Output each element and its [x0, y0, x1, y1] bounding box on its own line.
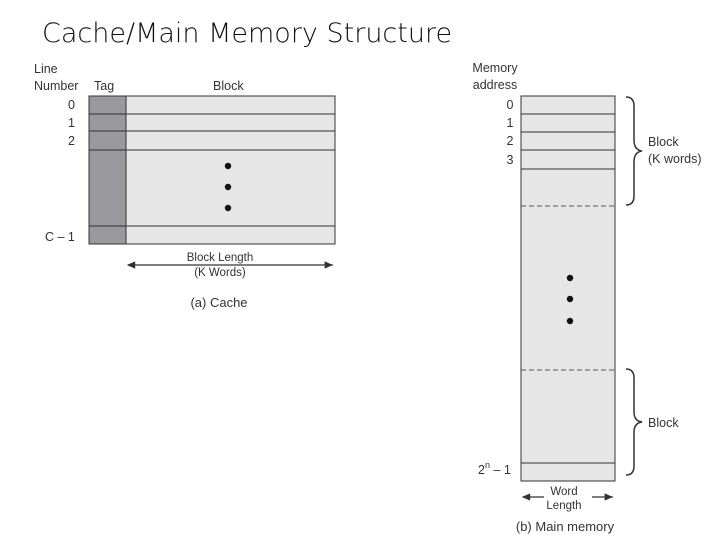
brace1-label-1: Block: [648, 135, 679, 149]
line-label-last: C – 1: [45, 230, 75, 244]
address-label-0: 0: [506, 98, 514, 112]
address-label-1: 1: [506, 116, 514, 130]
word-length-label-1: Word: [550, 486, 578, 498]
block-brace-icon: [626, 97, 642, 205]
page-title: Cache/Main Memory Structure: [42, 18, 453, 49]
line-label-0: 0: [68, 98, 75, 112]
cache-diagram: [34, 62, 335, 310]
address-last-exponent: n: [484, 460, 490, 470]
address-last-suffix: – 1: [489, 463, 511, 477]
address-label-3: 3: [506, 153, 514, 167]
brace2-label: Block: [648, 416, 679, 430]
memory-column: [521, 96, 615, 481]
brace1-label-2: (K words): [648, 152, 702, 166]
tag-column: [89, 96, 126, 244]
address-last-base: 2: [478, 463, 485, 477]
block-brace-icon: [626, 369, 642, 475]
address-label-last: [478, 460, 511, 477]
memory-address-header-1: Memory: [472, 61, 518, 75]
main-memory-diagram: [472, 61, 701, 534]
ellipsis-dot: [567, 318, 573, 324]
block-length-label-1: Block Length: [186, 252, 254, 264]
ellipsis-dot: [567, 275, 573, 281]
block-header: Block: [213, 79, 244, 93]
ellipsis-dot: [225, 205, 231, 211]
cache-caption: (a) Cache: [190, 295, 248, 310]
block-column: [126, 96, 335, 244]
line-label-1: 1: [68, 116, 75, 130]
line-number-header-1: Line: [34, 62, 58, 76]
line-label-2: 2: [68, 134, 75, 148]
ellipsis-dot: [567, 296, 573, 302]
ellipsis-dot: [225, 163, 231, 169]
address-label-2: 2: [506, 134, 514, 148]
line-number-header-2: Number: [34, 79, 79, 93]
memory-address-header-2: address: [472, 78, 518, 92]
block-length-label-2: (K Words): [194, 267, 246, 279]
main-memory-caption: (b) Main memory: [515, 519, 615, 534]
tag-header: Tag: [94, 79, 115, 93]
ellipsis-dot: [225, 184, 231, 190]
word-length-label-2: Length: [546, 500, 582, 512]
